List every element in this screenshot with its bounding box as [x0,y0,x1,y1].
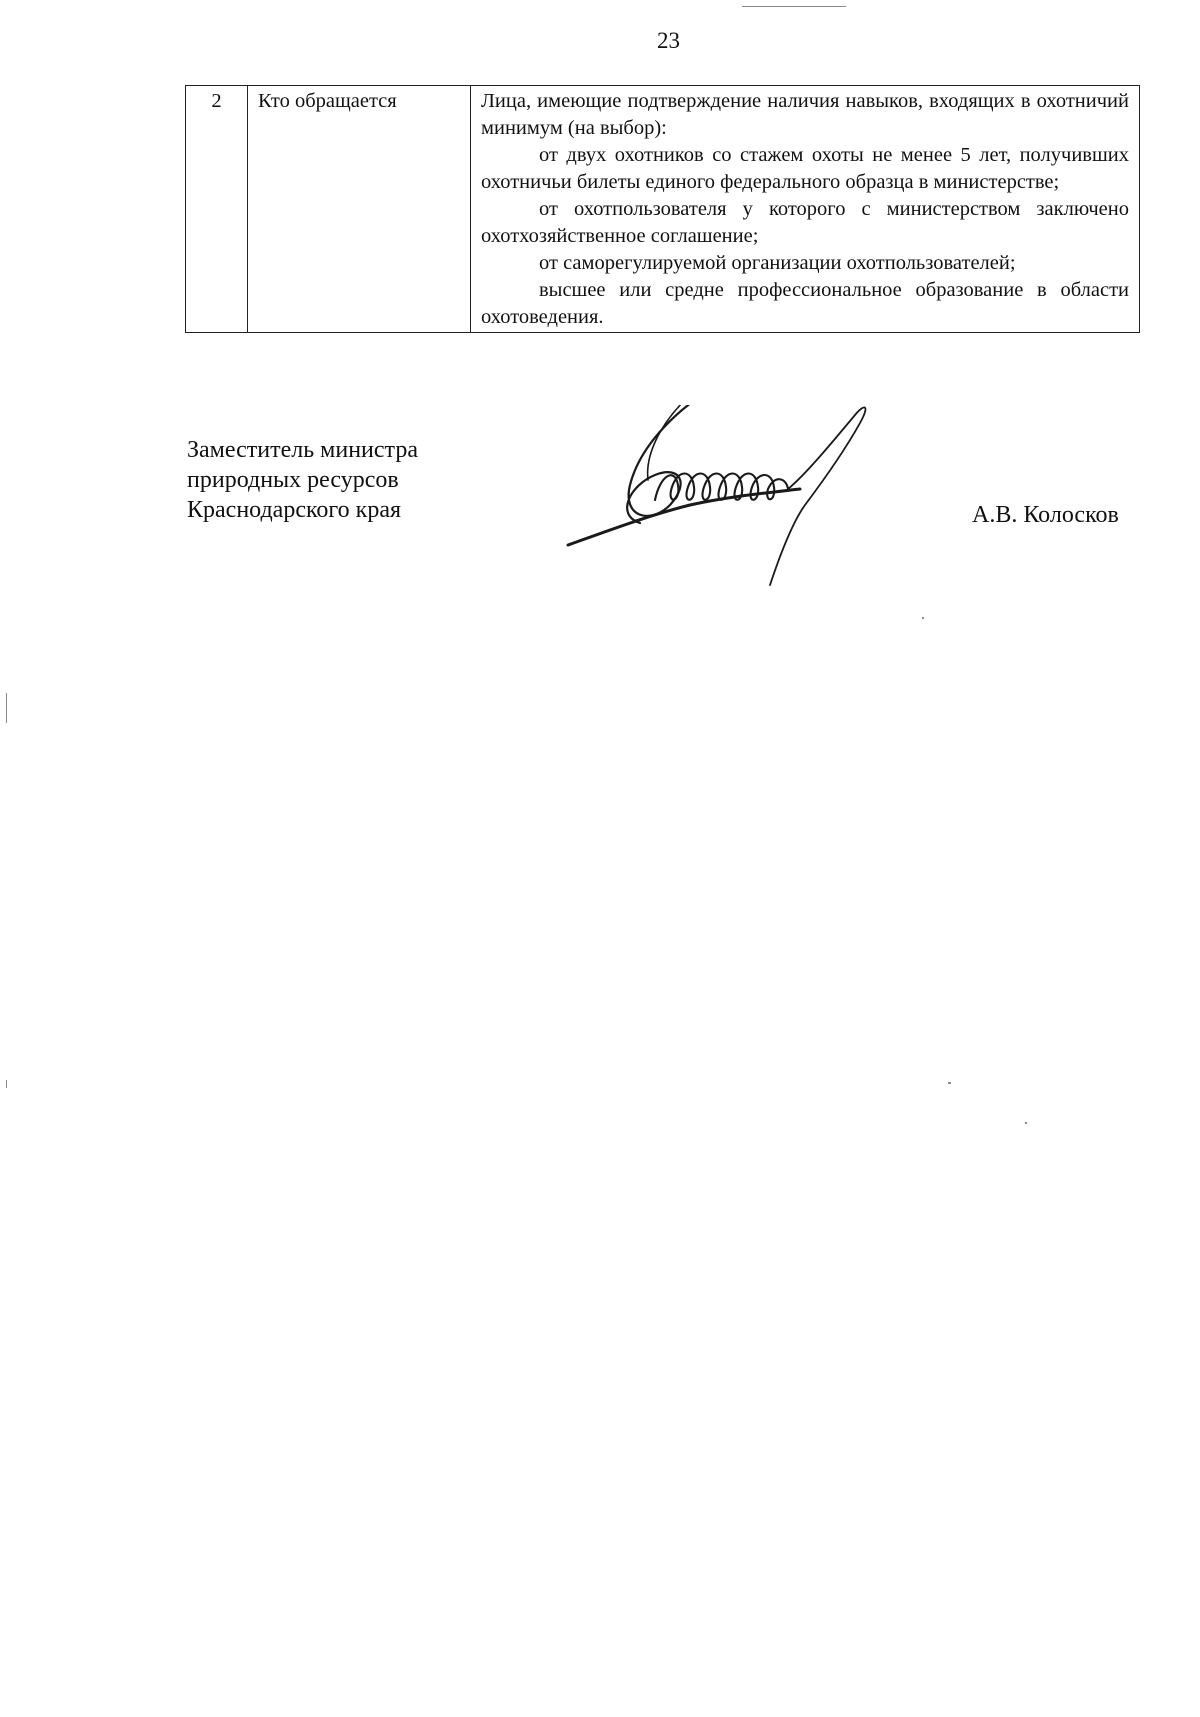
scan-artifact-top-line [742,6,846,7]
signatory-position-line: Краснодарского края [187,497,402,523]
signatory-position-line: природных ресурсов [187,467,399,493]
signatory-name: А.В. Колосков [972,502,1119,528]
scan-artifact-left-edge [6,693,7,723]
text-paragraph: высшее или средне профессиональное образование в области охотоведения. [481,279,1129,328]
table-row [186,86,1140,333]
text-paragraph: от охотпользователя у которого с министерством заключено охотхозяйственное соглашение; [481,198,1129,247]
handwritten-signature [560,405,920,595]
text-paragraph: от саморегулируемой организации охотпользователей; [539,252,1016,274]
signatory-position-line: Заместитель министра [187,437,418,463]
row-label-cell: Кто обращается [248,86,471,333]
text-paragraph: от двух охотников со стажем охоты не менее 5 лет, получивших охотничьи билеты единого федерального образца в министерстве; [481,144,1129,193]
page-number: 23 [657,28,680,53]
scan-artifact-dot [948,1082,951,1084]
scan-artifact-left-mark [6,1080,7,1088]
signatory-position [187,435,418,525]
row-text-cell [471,86,1140,333]
scan-artifact-dot [1025,1122,1027,1124]
scan-artifact-dot [922,617,924,619]
text-paragraph: Лица, имеющие подтверждение наличия навыков, входящих в охотничий минимум (на выбор): [481,90,1129,139]
info-table [185,85,1140,333]
row-number-cell: 2 [186,86,248,333]
